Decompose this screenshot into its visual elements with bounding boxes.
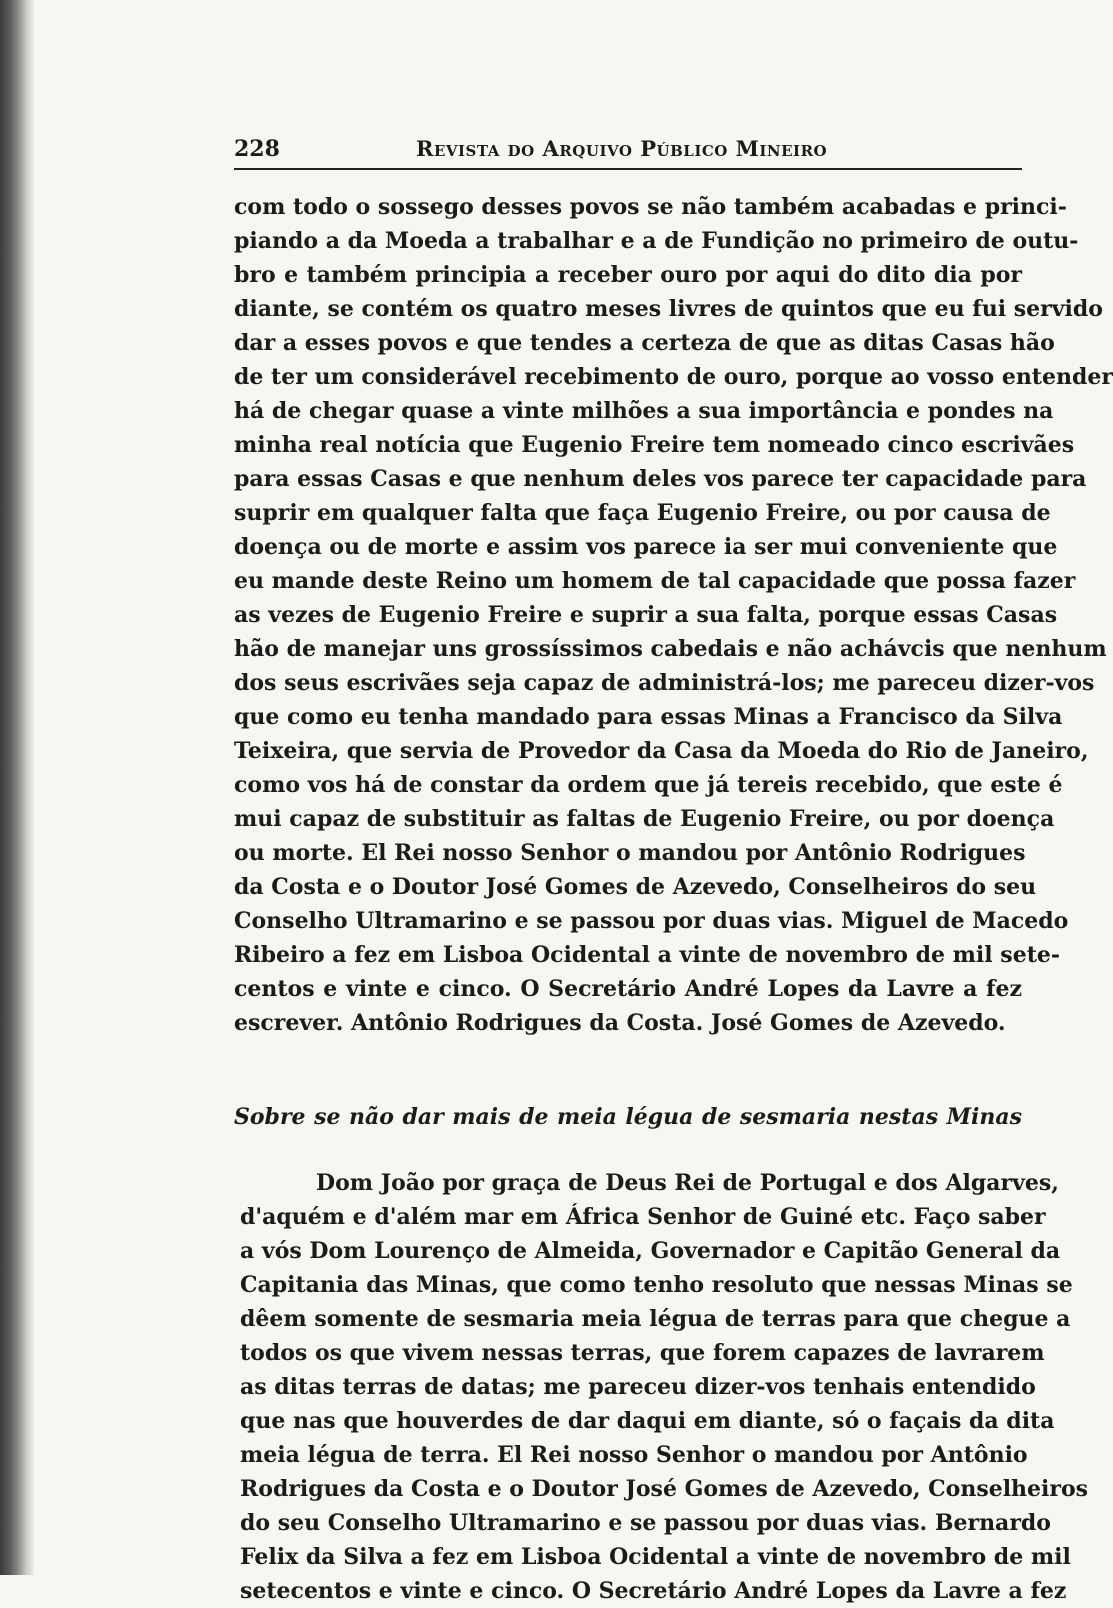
text-line: da Costa e o Doutor José Gomes de Azevedo, Conselheiros do seu [234,874,1037,900]
paragraph-1 [234,190,1113,1040]
text-line: eu mande deste Reino um homem de tal capacidade que possa fazer [234,568,1076,594]
text-line: setecentos e vinte e cinco. O Secretário André Lopes da Lavre a fez [240,1578,1067,1604]
text-line: como vos há de constar da ordem que já tereis recebido, que este é [234,772,1063,798]
page-number: 228 [234,136,280,162]
text-line: Ribeiro a fez em Lisboa Ocidental a vinte de novembro de mil sete- [234,942,1060,968]
text-line: Teixeira, que servia de Provedor da Casa da Moeda do Rio de Janeiro, [234,738,1089,764]
page [234,128,1113,1608]
text-line: dêem somente de sesmaria meia légua de terras para que chegue a [240,1306,1071,1332]
text-line: suprir em qualquer falta que faça Eugenio Freire, ou por causa de [234,500,1051,526]
text-line: centos e vinte e cinco. O Secretário André Lopes da Lavre a fez [234,976,1022,1002]
text-line: Dom João por graça de Deus Rei de Portugal e dos Algarves, [316,1170,1059,1196]
section-heading: Sobre se não dar mais de meia légua de sesmaria nestas Minas [234,1104,1022,1130]
text-line: a vós Dom Lourenço de Almeida, Governador e Capitão General da [240,1238,1061,1264]
paragraph-2 [240,1166,1089,1608]
text-line: hão de manejar uns grossíssimos cabedais e não achávcis que nenhum [234,636,1107,662]
text-line: mui capaz de substituir as faltas de Eugenio Freire, ou por doença [234,806,1055,832]
text-line: que como eu tenha mandado para essas Minas a Francisco da Silva [234,704,1063,730]
text-line: Capitania das Minas, que como tenho resoluto que nessas Minas se [240,1272,1073,1298]
text-line: com todo o sossego desses povos se não também acabadas e princi- [234,194,1067,220]
text-line: as vezes de Eugenio Freire e suprir a sua falta, porque essas Casas [234,602,1058,628]
text-line: de ter um considerável recebimento de ouro, porque ao vosso entender [234,364,1113,390]
text-line: do seu Conselho Ultramarino e se passou por duas vias. Bernardo [240,1510,1051,1536]
text-line: d'aquém e d'além mar em África Senhor de Guiné etc. Faço saber [240,1204,1046,1230]
text-line: escrever. Antônio Rodrigues da Costa. José Gomes de Azevedo. [234,1010,1006,1036]
text-line: ou morte. El Rei nosso Senhor o mandou por Antônio Rodrigues [234,840,1026,866]
text-line: Rodrigues da Costa e o Doutor José Gomes de Azevedo, Conselheiros [240,1476,1089,1502]
text-line: para essas Casas e que nenhum deles vos parece ter capacidade para [234,466,1087,492]
text-line: Felix da Silva a fez em Lisboa Ocidental a vinte de novembro de mil [240,1544,1071,1570]
book-binding-edge [0,0,34,1575]
text-line: doença ou de morte e assim vos parece ia ser mui conveniente que [234,534,1058,560]
text-line: dar a esses povos e que tendes a certeza de que as ditas Casas hão [234,330,1055,356]
text-line: que nas que houverdes de dar daqui em diante, só o façais da dita [240,1408,1055,1434]
text-line: meia légua de terra. El Rei nosso Senhor o mandou por Antônio [240,1442,1028,1468]
journal-title: Revista do Arquivo Público Mineiro [416,136,828,161]
text-line: diante, se contém os quatro meses livres de quintos que eu fui servido [234,296,1103,322]
text-line: bro e também principia a receber ouro por aqui do dito dia por [234,262,1022,288]
text-line: há de chegar quase a vinte milhões a sua importância e pondes na [234,398,1054,424]
running-header [234,128,1022,170]
text-line: piando a da Moeda a trabalhar e a de Fundição no primeiro de outu- [234,228,1079,254]
text-line: todos os que vivem nessas terras, que forem capazes de lavrarem [240,1340,1045,1366]
text-line: Conselho Ultramarino e se passou por duas vias. Miguel de Macedo [234,908,1069,934]
text-line: dos seus escrivães seja capaz de administrá-los; me pareceu dizer-vos [234,670,1095,696]
text-line: minha real notícia que Eugenio Freire tem nomeado cinco escrivães [234,432,1075,458]
text-line: as ditas terras de datas; me pareceu dizer-vos tenhais entendido [240,1374,1036,1400]
